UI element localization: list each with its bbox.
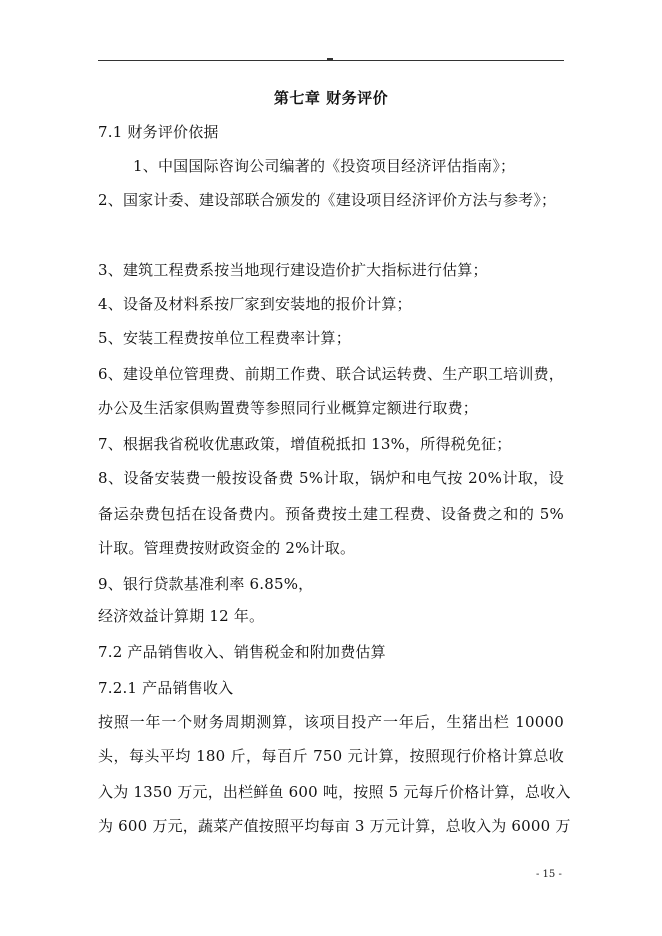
basis-item-8-cont-1: 备运杂费包括在设备费内。预备费按土建工程费、设备费之和的 5% <box>98 505 564 523</box>
section-heading-7-1: 7.1 财务评价依据 <box>98 123 219 141</box>
section-heading-7-2: 7.2 产品销售收入、销售税金和附加费估算 <box>98 643 386 661</box>
header-rule <box>98 60 564 61</box>
basis-item-6-cont: 办公及生活家俱购置费等参照同行业概算定额进行取费； <box>98 399 479 417</box>
header-mark <box>327 58 333 60</box>
basis-item-8: 8、设备安装费一般按设备费 5%计取，锅炉和电气按 20%计取，设 <box>98 469 564 487</box>
basis-item-6: 6、建设单位管理费、前期工作费、联合试运转费、生产职工培训费， <box>98 365 564 383</box>
basis-item-1: 1、中国国际咨询公司编著的《投资项目经济评估指南》； <box>133 157 516 175</box>
basis-item-7: 7、根据我省税收优惠政策，增值税抵扣 13%，所得税免征； <box>98 435 512 453</box>
basis-item-5: 5、安装工程费按单位工程费率计算； <box>98 329 351 347</box>
revenue-para-line-4: 为 600 万元，蔬菜产值按照平均每亩 3 万元计算，总收入为 6000 万 <box>98 817 571 835</box>
page-number: - 15 - <box>536 869 562 880</box>
section-heading-7-2-1: 7.2.1 产品销售收入 <box>98 679 234 697</box>
calc-period: 经济效益计算期 12 年。 <box>98 607 265 625</box>
basis-item-9: 9、银行贷款基准利率 6.85%， <box>98 575 314 593</box>
basis-item-2: 2、国家计委、建设部联合颁发的《建设项目经济评价方法与参考》； <box>98 191 557 209</box>
basis-item-4: 4、设备及材料系按厂家到安装地的报价计算； <box>98 295 412 313</box>
chapter-title: 第七章 财务评价 <box>273 89 389 107</box>
basis-item-8-cont-2: 计取。管理费按财政资金的 2%计取。 <box>98 539 356 557</box>
revenue-para-line-1: 按照一年一个财务周期测算，该项目投产一年后，生猪出栏 10000 <box>98 713 564 731</box>
revenue-para-line-3: 入为 1350 万元，出栏鲜鱼 600 吨，按照 5 元每斤价格计算，总收入 <box>98 783 571 801</box>
revenue-para-line-2: 头，每头平均 180 斤，每百斤 750 元计算，按照现行价格计算总收 <box>98 747 564 765</box>
basis-item-3: 3、建筑工程费系按当地现行建设造价扩大指标进行估算； <box>98 261 488 279</box>
